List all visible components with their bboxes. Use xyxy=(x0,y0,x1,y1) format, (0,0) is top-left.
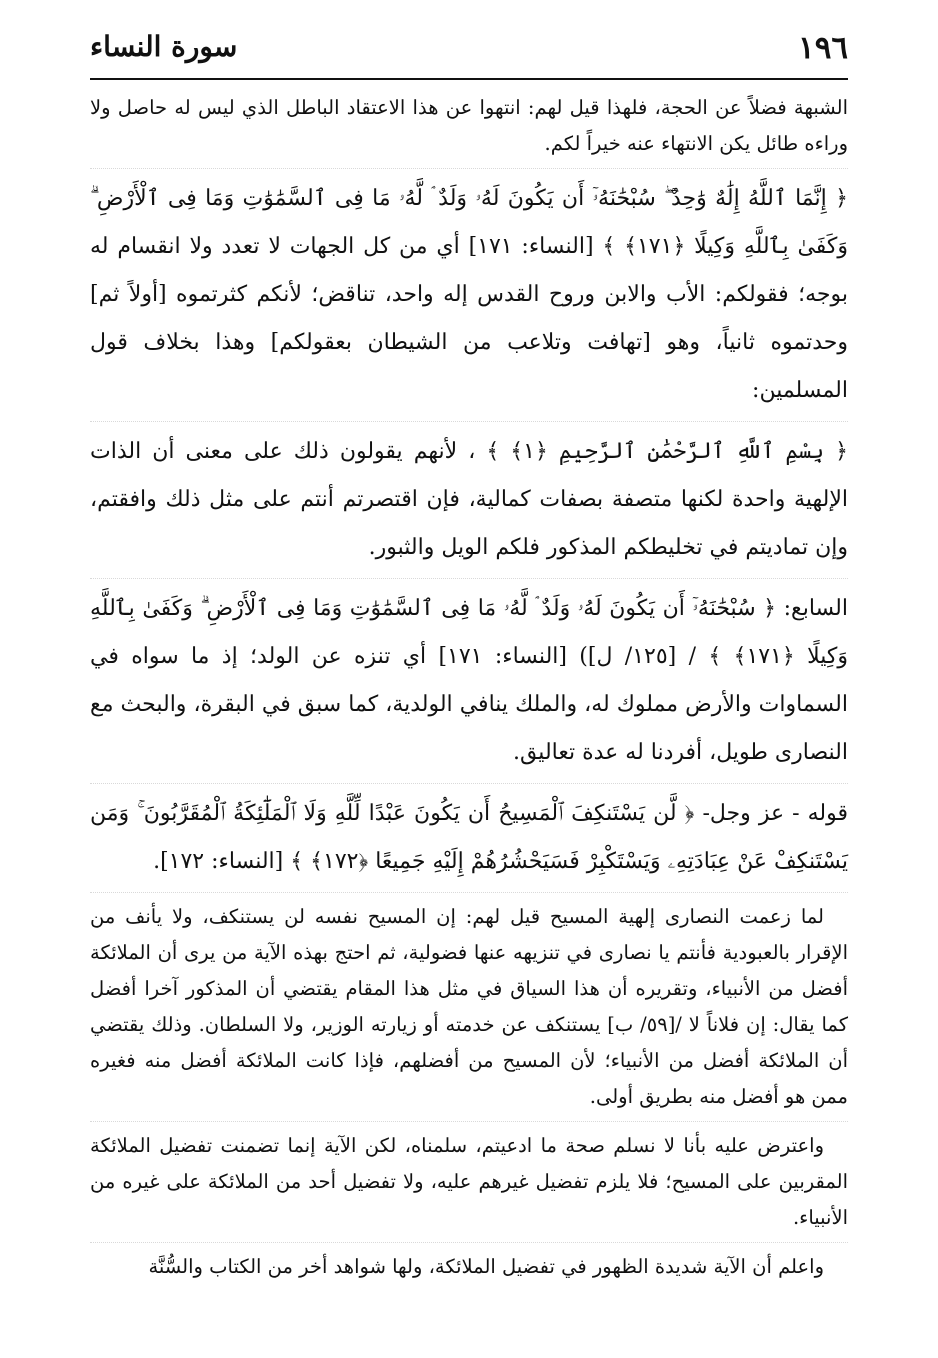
paragraph-separator xyxy=(90,783,848,784)
paragraph-separator xyxy=(90,1242,848,1243)
paragraph-separator xyxy=(90,168,848,169)
header-divider xyxy=(90,78,848,80)
page-header xyxy=(90,28,848,72)
paragraph-verse-172: قوله - عز وجل- ﴿ لَّن يَسْتَنكِفَ ٱلْمَسِيحُ أَن يَكُونَ عَبْدًا لِّلَّهِ وَلَا ٱلْمَلَٰٓئِكَةُ ٱلْمُقَرَّبُونَ ۚ وَمَن يَسْتَنكِفْ عَنْ عِبَادَتِهِۦ وَيَسْتَكْبِرْ فَسَيَحْشُرُهُمْ إِلَيْهِ جَمِيعًا ﴿١٧٢﴾ ﴾ [النساء: ١٧٢]. xyxy=(90,801,848,874)
paragraph-conclusion: واعلم أن الآية شديدة الظهور في تفضيل الملائكة، ولها شواهد أخر من الكتاب والسُّنَّة xyxy=(148,1255,824,1278)
surah-title: سورة النساء xyxy=(90,30,238,63)
paragraph-separator xyxy=(90,421,848,422)
paragraph-separator xyxy=(90,578,848,579)
paragraph-verse-171: ﴿ إِنَّمَا ٱللَّهُ إِلَٰهٌ وَٰحِدٌ ۖ سُبْحَٰنَهُۥٓ أَن يَكُونَ لَهُۥ وَلَدٌ ۘ لَّهُۥ مَا فِى ٱلسَّمَٰوَٰتِ وَمَا فِى ٱلْأَرْضِ ۗ وَكَفَىٰ بِٱللَّهِ وَكِيلًا ﴿١٧١﴾ ﴾ [النساء: ١٧١] أي من كل الجهات لا تعدد ولا انقسام له بوجه؛ فقولكم: الأب والابن وروح القدس إله واحد، تناقض؛ لأنكم كثرتموه [أولاً ثم] وحدتموه ثانياً، وهو [تهافت وتلاعب من الشيطان بعقولكم] وهذا بخلاف قول المسلمين: xyxy=(90,186,849,403)
paragraph-commentary: لما زعمت النصارى إلهية المسيح قيل لهم: إن المسيح نفسه لن يستنكف، ولا يأنف من الإقرار بالعبودية فأنتم يا نصارى في تنزيهه عنها فضولية، ثم احتج بهذه الآية من يرى أن الملائكة أفضل من الأنبياء، وتقريره أن هذا السياق في مثل هذا المقام يقتضي أن المذكور آخرا أفضل كما يقال: إن فلاناً لا /[٥٩/ ب] يستنكف عن خدمته أو زيارته الوزير، ولا السلطان. وذلك يقتضي أن الملائكة أفضل من الأنبياء؛ لأن المسيح من أفضلهم، فإذا كانت الملائكة أفضل منه فغيره ممن هو أفضل منه بطريق أولى. xyxy=(90,905,848,1108)
page-body xyxy=(90,90,848,1285)
paragraph-basmala: ﴿ بِسْمِ ٱللَّهِ ٱلرَّحْمَٰنِ ٱلرَّحِيمِ ﴿١﴾ ﴾ ، لأنهم يقولون ذلك على معنى أن الذات الإلهية واحدة لكنها متصفة بصفات كمالية، فإن اقتصرتم أنتم على مثل ذلك وافقتم، وإن تماديتم في تخليطكم المذكور فلكم الويل والثبور. xyxy=(90,439,848,560)
page-number: ١٩٦ xyxy=(798,30,848,66)
paragraph-continuation: الشبهة فضلاً عن الحجة، فلهذا قيل لهم: انتهوا عن هذا الاعتقاد الباطل الذي ليس له حاصل ولا وراءه طائل يكن الانتهاء عنه خيراً لكم. xyxy=(90,96,848,155)
paragraph-separator xyxy=(90,892,848,893)
paragraph-separator xyxy=(90,1121,848,1122)
paragraph-objection: واعترض عليه بأنا لا نسلم صحة ما ادعيتم، سلمناه، لكن الآية إنما تضمنت تفضيل الملائكة المقربين على المسيح؛ فلا يلزم تفضيل غيرهم عليه، ولا تفضيل أحد من الملائكة على غيره من الأنبياء. xyxy=(90,1134,848,1229)
paragraph-seventh: السابع: ﴿ سُبْحَٰنَهُۥٓ أَن يَكُونَ لَهُۥ وَلَدٌ ۘ لَّهُۥ مَا فِى ٱلسَّمَٰوَٰتِ وَمَا فِى ٱلْأَرْضِ ۗ وَكَفَىٰ بِٱللَّهِ وَكِيلًا ﴿١٧١﴾ ﴾ / [١٢٥/ ل]) [النساء: ١٧١] أي تنزه عن الولد؛ إذ ما سواه في السماوات والأرض مملوك له، والملك ينافي الولدية، كما سبق في البقرة، والبحث مع النصارى طويل، أفردنا له عدة تعاليق. xyxy=(90,596,848,765)
